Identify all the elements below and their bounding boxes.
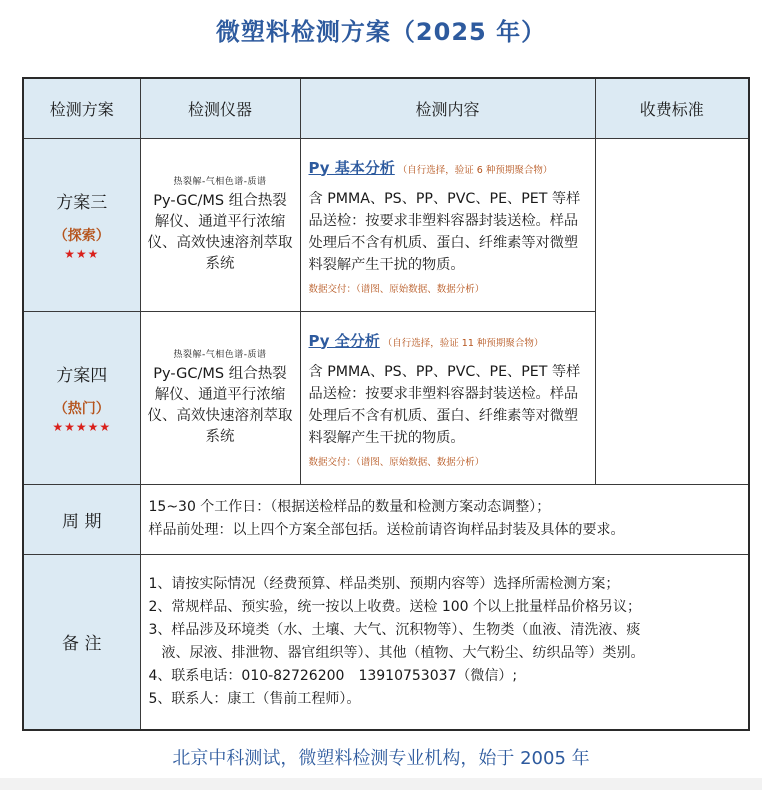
table-header-row bbox=[23, 78, 749, 138]
rating-stars: ★★★ bbox=[64, 247, 100, 261]
analysis-title: Py 全分析 bbox=[308, 331, 380, 350]
remark-line: 3、样品涉及环境类（水、土壤、大气、沉积物等）、生物类（血液、清洗液、痰 bbox=[148, 621, 641, 638]
period-content bbox=[140, 484, 749, 554]
header-plan: 检测方案 bbox=[23, 78, 140, 138]
instrument-list: Py-GC/MS 组合热裂解仪、通道平行浓缩仪、高效快速溶剂萃取系统 bbox=[147, 193, 293, 272]
instrument-subtitle: 热裂解-气相色谱-质谱 bbox=[173, 177, 267, 187]
header-content: 检测内容 bbox=[300, 78, 595, 138]
plan-4-cell bbox=[23, 311, 140, 484]
period-line: 15~30 个工作日：（根据送检样品的数量和检测方案动态调整）； bbox=[148, 499, 551, 515]
header-fee: 收费标准 bbox=[595, 78, 749, 138]
content-heading bbox=[309, 157, 589, 178]
instrument-subtitle: 热裂解-气相色谱-质谱 bbox=[173, 350, 267, 360]
rating-stars: ★★★★★ bbox=[52, 420, 112, 434]
analysis-note: （自行选择，验证 6 种预期聚合物） bbox=[397, 164, 553, 176]
remark-line: 2、常规样品、预实验，统一按以上收费。送检 100 个以上批量样品价格另议； bbox=[148, 598, 642, 615]
header-instrument: 检测仪器 bbox=[140, 78, 300, 138]
plan-name: 方案四 bbox=[56, 366, 108, 386]
instrument-list: Py-GC/MS 组合热裂解仪、通道平行浓缩仪、高效快速溶剂萃取系统 bbox=[147, 366, 293, 445]
remarks-label bbox=[23, 554, 140, 730]
data-delivery: 数据交付：（谱图、原始数据、数据分析） bbox=[308, 283, 485, 295]
remark-line: 4、联系电话：010-82726200 13910753037（微信）; bbox=[148, 667, 518, 684]
content-heading bbox=[309, 330, 589, 351]
plan-3-cell bbox=[23, 138, 140, 311]
page-title: 微塑料检测方案（2025 年） bbox=[215, 18, 547, 46]
content-cell bbox=[300, 138, 595, 311]
plan-name: 方案三 bbox=[56, 193, 108, 213]
plan-tag: （热门） bbox=[53, 401, 110, 417]
remarks-label-text: 备 注 bbox=[62, 634, 102, 655]
remark-line: 5、联系人：康工（售前工程师）。 bbox=[148, 690, 361, 707]
table-row-period bbox=[23, 484, 749, 554]
instrument-cell bbox=[140, 138, 300, 311]
data-delivery: 数据交付：（谱图、原始数据、数据分析） bbox=[308, 456, 485, 468]
period-line: 样品前处理：以上四个方案全部包括。送检前请咨询样品封装及具体的要求。 bbox=[148, 522, 625, 538]
instrument-cell bbox=[140, 311, 300, 484]
plan-tag: （探索） bbox=[53, 228, 110, 244]
content-cell bbox=[300, 311, 595, 484]
analysis-title: Py 基本分析 bbox=[308, 158, 395, 177]
remarks-content bbox=[140, 554, 749, 730]
fee-cell bbox=[595, 138, 749, 484]
period-label-text: 周 期 bbox=[62, 511, 102, 532]
period-label bbox=[23, 484, 140, 554]
bottom-band bbox=[0, 778, 762, 790]
table-row-remarks bbox=[23, 554, 749, 730]
analysis-description: 含 PMMA、PS、PP、PVC、PE、PET 等样品送检：按要求非塑料容器封装送检。样品处理后不含有机质、蛋白、纤维素等对微塑料裂解产生干扰的物质。 bbox=[308, 363, 581, 446]
remark-line: 液、尿液、排泄物、器官组织等）、其他（植物、大气粉尘、纺织品等）类别。 bbox=[161, 644, 645, 661]
plan-table bbox=[22, 77, 750, 731]
footer-slogan: 北京中科测试，微塑料检测专业机构，始于 2005 年 bbox=[172, 748, 590, 769]
analysis-description: 含 PMMA、PS、PP、PVC、PE、PET 等样品送检：按要求非塑料容器封装送检。样品处理后不含有机质、蛋白、纤维素等对微塑料裂解产生干扰的物质。 bbox=[308, 190, 581, 273]
table-row-plan-3 bbox=[23, 138, 749, 311]
analysis-note: （自行选择，验证 11 种预期聚合物） bbox=[382, 337, 544, 349]
remark-line: 1、请按实际情况（经费预算、样品类别、预期内容等）选择所需检测方案； bbox=[148, 575, 620, 592]
